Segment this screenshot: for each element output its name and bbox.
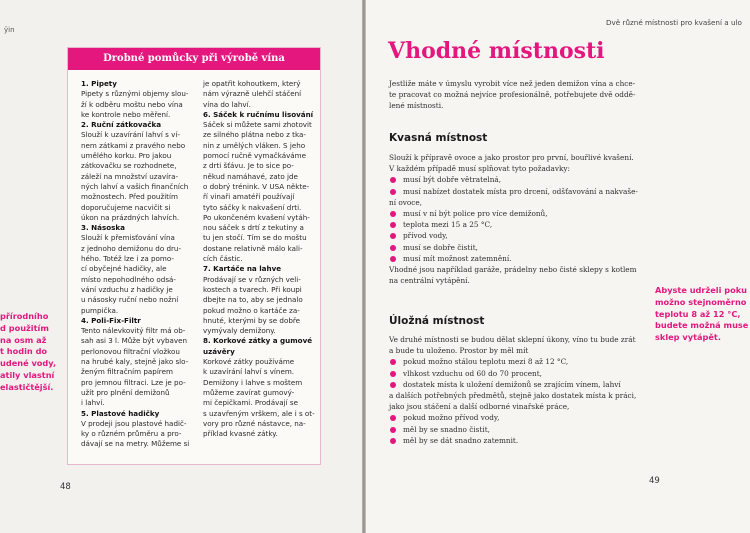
margin-fragment-line: přírodního — [0, 311, 49, 321]
margin-fragment-line: na osm až — [0, 334, 47, 345]
box-text-line: doporučujeme nacvičit si — [81, 202, 171, 212]
margin-fragment-line: udené vody, — [0, 358, 57, 369]
section1-line: na centrální vytápění. — [389, 276, 470, 286]
section1-line — [389, 242, 659, 253]
intro-line: te pracovat co možná nejvíce profesionálně, potřebujete dvě oddě- — [389, 90, 636, 100]
box-text-line: úkon na prázdných lahvích. — [81, 212, 180, 222]
box-column-left — [81, 79, 193, 450]
box-text-line: cích částic. — [203, 254, 243, 264]
section2-line — [389, 435, 659, 446]
box-text-line: i lahví. — [81, 398, 105, 408]
intro-paragraph — [389, 78, 639, 112]
box-text-line: nám výrazně ulehčí stáčení — [203, 89, 302, 99]
bullet-text: pokud možno přívod vody, — [403, 413, 500, 423]
margin-fragment-line: elastičtější. — [0, 381, 54, 392]
box-text-line: nou sáček s drtí z tekutiny a — [203, 223, 304, 233]
box-text-line: pro jemnou filtraci. Lze je po- — [81, 377, 186, 387]
box-text-heading: 3. Násoska — [81, 223, 125, 233]
box-text-line: o dobrý trénink. V USA někte- — [203, 181, 310, 191]
bullet-text: musí se dobře čistit, — [403, 242, 478, 252]
box-text-line: u násosky ruční nebo nožní — [81, 295, 179, 305]
bullet-dot-icon — [390, 371, 396, 377]
section1-line — [389, 230, 659, 241]
box-text-line: Korkové zátky používáme — [203, 357, 295, 367]
bullet-dot-icon — [390, 211, 396, 217]
bullet-dot-icon — [390, 189, 396, 195]
bullet-text: měl by se snadno čistit, — [403, 424, 490, 434]
box-text-line: Prodávají se v různých veli- — [203, 274, 301, 284]
section2-line — [389, 424, 659, 435]
section1-line: Vhodné jsou například garáže, prádelny nebo čisté sklepy s kotlem — [389, 265, 637, 275]
box-text-line: vymývaly demižony. — [203, 326, 276, 336]
bullet-text: vlhkost vzduchu od 60 do 70 procent, — [403, 368, 542, 378]
bullet-text: musí být dobře větratelná, — [403, 175, 502, 185]
bullet-dot-icon — [390, 427, 396, 433]
box-text-heading: 8. Korkové zátky a gumové — [203, 336, 313, 346]
box-text-line: vání vzduchu z hadičky je — [81, 284, 173, 294]
section2-line: Ve druhé místnosti se budou dělat sklepní úkony, víno tu bude zrát — [389, 335, 636, 344]
box-text-line: vína do lahví. — [203, 99, 251, 109]
right-page — [366, 0, 750, 533]
box-text-line: možnostech. Před použitím — [81, 192, 178, 202]
box-text-line: hého. Totéž lze i za pomo- — [81, 254, 174, 264]
box-text-line: Slouží k uzavírání lahví s ví- — [81, 130, 180, 140]
bullet-dot-icon — [390, 177, 396, 183]
box-text-line: ných lahví a vašich finančních — [81, 181, 189, 191]
intro-line: Jestliže máte v úmyslu vyrobit více než jeden demižon vína a chce- — [389, 79, 636, 88]
box-text-line: pumpička. — [81, 305, 119, 315]
section1-line — [389, 186, 659, 197]
box-text-line: k uzavírání lahví s vínem. — [203, 367, 295, 377]
page-number-left: 48 — [60, 482, 71, 492]
box-text-line: hnuté, kterými by se dobře — [203, 315, 301, 325]
section2-line: jako jsou stáčení a další odborné vinařské práce, — [389, 402, 570, 412]
bullet-text: musí nabízet dostatek místa pro drcení, odšťavování a nakvaše- — [403, 186, 638, 196]
bullet-text: pokud možno stálou teplotu mezi 8 až 12 °C, — [403, 357, 569, 367]
bullet-text: musí mít možnost zatemnění. — [403, 253, 512, 263]
bullet-dot-icon — [390, 256, 396, 262]
box-text-line: Demižony i lahve s moštem — [203, 377, 303, 387]
running-head: Dvě různé místnosti pro kvašení a ulo — [606, 18, 742, 27]
box-text-line: sah asi 3 l. Může být vybaven — [81, 336, 188, 346]
intro-line: lené místnosti. — [389, 101, 444, 111]
bullet-dot-icon — [390, 438, 396, 444]
bullet-dot-icon — [390, 222, 396, 228]
bullet-dot-icon — [390, 415, 396, 421]
box-text-line: Sáček si můžete sami zhotovit — [203, 120, 312, 130]
section2-line — [389, 356, 659, 367]
section-storage-room — [389, 334, 659, 446]
box-text-heading: 5. Plastové hadičky — [81, 408, 160, 418]
section-fermentation-room — [389, 152, 659, 286]
box-text-line: V prodeji jsou plastové hadič- — [81, 418, 187, 428]
bullet-text: teplota mezi 15 a 25 °C, — [403, 220, 493, 230]
box-text-line: ří vinaři amatéři používají — [203, 192, 295, 202]
box-text-line: kostech a tvarech. Při koupi — [203, 284, 302, 294]
box-text-line: místo nepohodlného odsá- — [81, 274, 176, 284]
box-text-line: nem zátkami z pravého nebo — [81, 140, 186, 150]
box-text-line: perlonovou filtrační vložkou — [81, 346, 180, 356]
box-title: Drobné pomůcky při výrobě vína — [68, 48, 320, 70]
box-text-heading: 6. Sáček k ručnímu lisování — [203, 109, 314, 119]
tools-box — [67, 47, 321, 465]
box-text-line: ze silného plátna nebo z tka- — [203, 130, 306, 140]
box-text-line: ky o různém průměru a pro- — [81, 429, 182, 439]
box-text-line: nin z umělých vláken. S jeho — [203, 140, 306, 150]
box-text-line: je opatřit kohoutkem, který — [203, 79, 301, 88]
box-text-line: pomocí ručně vymačkáváme — [203, 151, 307, 161]
box-text-heading: 2. Ruční zátkovačka — [81, 120, 162, 130]
box-text-line: vory pro různé nástavce, na- — [203, 418, 306, 428]
box-text-line: z jednoho demižonu do dru- — [81, 243, 182, 253]
box-text-line: tu jen stočí. Tím se do moštu — [203, 233, 307, 243]
section-heading-storage-room: Úložná místnost — [389, 315, 485, 327]
box-text-line: ke kontrole nebo měření. — [81, 109, 171, 119]
bullet-text: přívod vody, — [403, 231, 448, 241]
box-text-heading: uzávěry — [203, 346, 235, 356]
section2-line: a bude tu uloženo. Prostor by měl mít — [389, 346, 529, 356]
box-text-heading: 1. Pipety — [81, 79, 117, 88]
box-text-line: dostane relativně málo kali- — [203, 243, 303, 253]
margin-text-fragment — [0, 311, 60, 394]
page-number-right: 49 — [649, 476, 660, 486]
box-text-line: Po ukončeném kvašení vytáh- — [203, 212, 310, 222]
box-text-line: někud namáhavé, zato jde — [203, 171, 298, 181]
section1-line — [389, 208, 659, 219]
section1-line: V každém případě musí splňovat tyto požadavky: — [389, 164, 570, 174]
section1-line: ní ovoce, — [389, 197, 422, 207]
bullet-dot-icon — [390, 382, 396, 388]
box-text-line: záleží na množství uzavíra- — [81, 171, 179, 181]
box-text-heading: 4. Poli-Fix-Filtr — [81, 315, 141, 325]
box-text-line: pokud možno o kartáče za- — [203, 305, 300, 315]
side-note: Abyste udrželi poku možno stejnoměrno teplotu 8 až 12 °C, budete možná muse sklep vytápět. — [655, 285, 749, 343]
box-text-line: zátkovačku se rozhodnete, — [81, 161, 177, 171]
section2-line — [389, 412, 659, 423]
section1-line — [389, 219, 659, 230]
bullet-text: měl by se dát snadno zatemnit. — [403, 435, 519, 445]
margin-fragment-line: d použitím — [0, 322, 49, 333]
bullet-text: dostatek místa k uložení demižonů se zrajícím vínem, lahví — [403, 379, 621, 389]
box-text-line: mi čepičkami. Prodávají se — [203, 398, 299, 408]
section-heading-fermentation-room: Kvasná místnost — [389, 132, 488, 144]
box-text-line: ženým filtračním papírem — [81, 367, 173, 377]
bullet-dot-icon — [390, 245, 396, 251]
bullet-text: musí v ní být police pro více demižonů, — [403, 209, 548, 219]
section1-line: Slouží k přípravě ovoce a jako prostor pro první, bouřlivé kvašení. — [389, 153, 634, 162]
box-text-line: můžeme zavírat gumový- — [203, 387, 295, 397]
box-text-line: z drti šťávu. Je to sice po- — [203, 161, 294, 171]
box-text-line: dbejte na to, aby se jednalo — [203, 295, 303, 305]
section2-line — [389, 368, 659, 379]
margin-fragment-line: t hodin do — [0, 346, 48, 357]
box-text-line: Slouží k přemisťování vína — [81, 233, 175, 243]
box-text-line: na hrubé kaly, stejně jako slo- — [81, 357, 189, 367]
running-head-fragment: ÿin — [4, 26, 15, 34]
bullet-dot-icon — [390, 233, 396, 239]
box-text-line: příklad kvasné zátky. — [203, 429, 278, 439]
margin-fragment-line: atily vlastní — [0, 369, 55, 380]
box-text-line: ží k odběru moštu nebo vína — [81, 99, 183, 109]
section1-line — [389, 253, 659, 264]
box-text-line: tyto sáčky k nakvašení drti. — [203, 202, 302, 212]
box-text-line: Tento nálevkovitý filtr má ob- — [81, 326, 186, 336]
box-text-line: umělého korku. Pro jakou — [81, 151, 172, 161]
chapter-title: Vhodné místnosti — [388, 38, 605, 64]
box-text-heading: 7. Kartáče na lahve — [203, 264, 282, 274]
section2-line — [389, 379, 659, 390]
left-page — [0, 0, 362, 533]
box-text-line: Pipety s různými objemy slou- — [81, 89, 189, 99]
section1-line — [389, 174, 659, 185]
box-text-line: s uzavřeným vrškem, ale i s ot- — [203, 408, 315, 418]
box-column-right — [203, 79, 315, 439]
box-text-line: dávají se na metry. Můžeme si — [81, 439, 190, 449]
box-text-line: cí obyčejné hadičky, ale — [81, 264, 167, 274]
section2-line: a dalších potřebných předmětů, stejně jako dostatek místa k práci, — [389, 391, 637, 401]
box-text-line: užít pro plnění demižonů — [81, 387, 170, 397]
bullet-dot-icon — [390, 359, 396, 365]
